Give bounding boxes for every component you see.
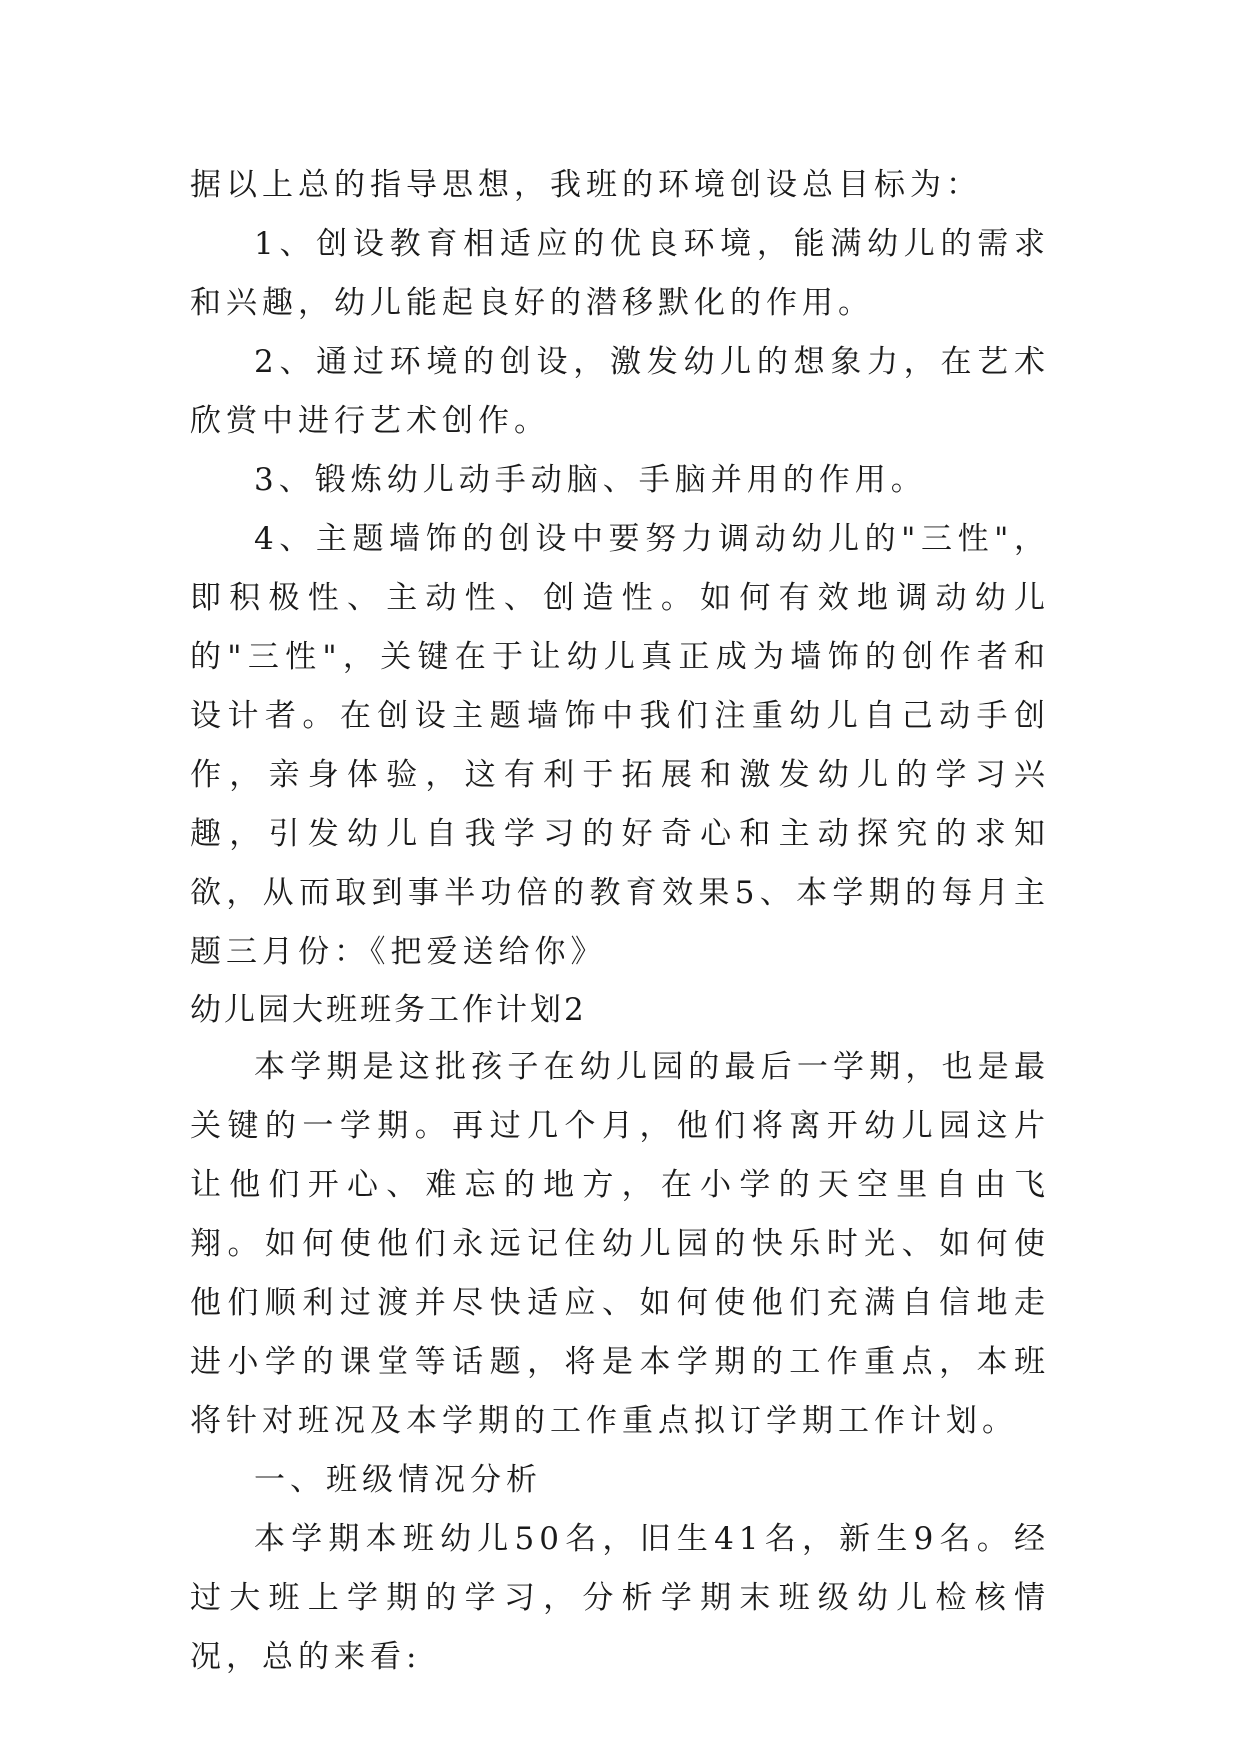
paragraph-intro: 据以上总的指导思想，我班的环境创设总目标为： xyxy=(190,167,982,203)
section-title: 幼儿园大班班务工作计划2 xyxy=(190,992,587,1028)
section-heading-class-analysis: 一、班级情况分析 xyxy=(254,1462,542,1498)
paragraph-goal-4: 4、主题墙饰的创设中要努力调动幼儿的"三性"，即积极性、主动性、创造性。如何有效地调动幼儿的"三性"，关键在于让幼儿真正成为墙饰的创作者和设计者。在创设主题墙饰中我们注重幼儿自己动手创作，亲身体验，这有利于拓展和激发幼儿的学习兴趣，引发幼儿自我学习的好奇心和主动探究的求知欲，从而取到事半功倍的教育效果5、本学期的每月主题三月份：《把爱送给你》 xyxy=(190,521,1050,970)
paragraph-goal-1: 1、创设教育相适应的优良环境，能满幼儿的需求和兴趣，幼儿能起良好的潜移默化的作用。 xyxy=(190,226,1050,321)
paragraph-semester: 本学期是这批孩子在幼儿园的最后一学期，也是最关键的一学期。再过几个月，他们将离开幼儿园这片让他们开心、难忘的地方，在小学的天空里自由飞翔。如何使他们永远记住幼儿园的快乐时光、如何使他们顺利过渡并尽快适应、如何使他们充满自信地走进小学的课堂等话题，将是本学期的工作重点，本班将针对班况及本学期的工作重点拟订学期工作计划。 xyxy=(190,1049,1050,1439)
paragraph-class-analysis: 本学期本班幼儿50名，旧生41名，新生9名。经过大班上学期的学习，分析学期末班级幼儿检核情况，总的来看: xyxy=(190,1521,1050,1675)
paragraph-goal-2: 2、通过环境的创设，激发幼儿的想象力，在艺术欣赏中进行艺术创作。 xyxy=(190,344,1050,439)
paragraph-goal-3: 3、锻炼幼儿动手动脑、手脑并用的作用。 xyxy=(254,462,927,498)
document-body xyxy=(190,156,1050,1687)
